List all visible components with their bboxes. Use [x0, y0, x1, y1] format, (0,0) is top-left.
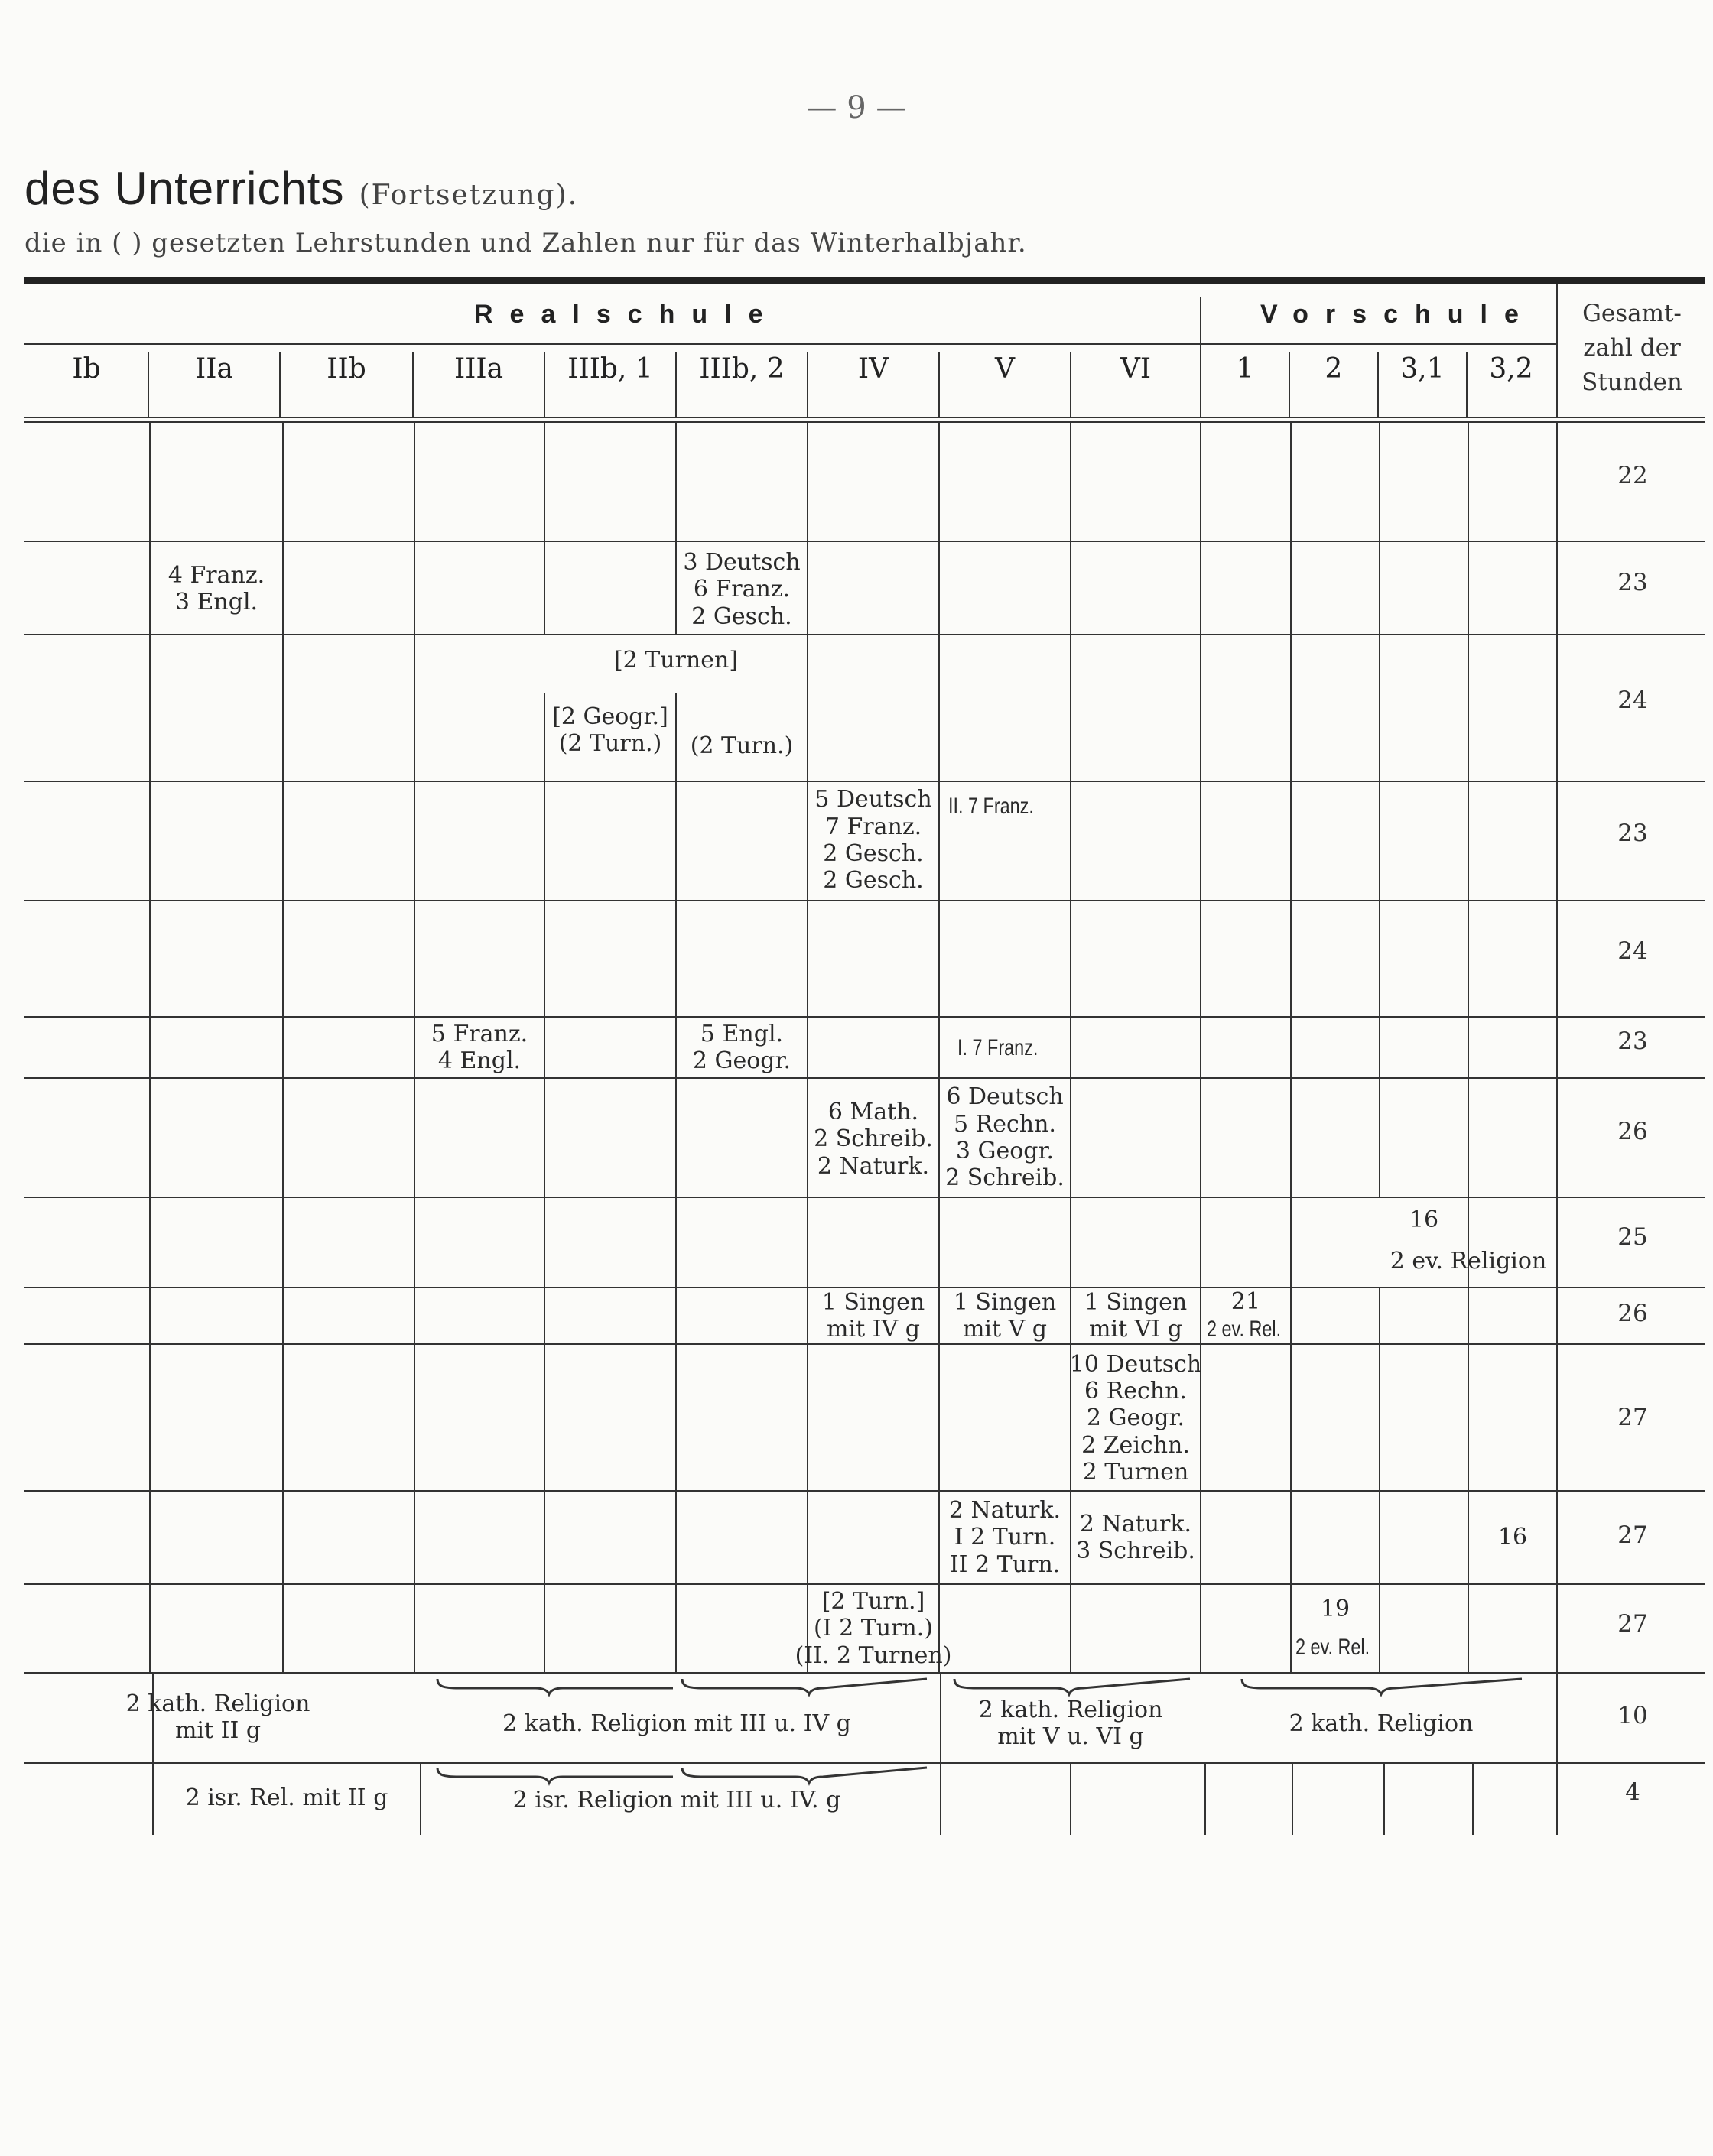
total-row-3: 24 — [1617, 687, 1648, 714]
col-header-3-2: 3,2 — [1489, 353, 1533, 385]
cell-r12-vs2-number: 19 — [1320, 1596, 1351, 1623]
col-header-3-1: 3,1 — [1400, 353, 1445, 385]
cell-line: 2 Naturk. — [817, 1152, 930, 1180]
brace-path — [954, 1679, 1190, 1694]
total-row-11: 27 — [1617, 1521, 1648, 1549]
col-header-iiia: IIIa — [453, 353, 504, 385]
cell-line: [2 Turn.] — [821, 1587, 925, 1615]
cell-r9-vs1-number: 21 — [1230, 1288, 1261, 1316]
cell-r13-span-iii-iv: 2 kath. Religion mit III u. IV g — [502, 1710, 851, 1738]
cell-line: 3 Schreib. — [1076, 1537, 1195, 1564]
total-row-12: 27 — [1617, 1610, 1648, 1638]
cell-line: 5 Rechn. — [954, 1110, 1056, 1138]
cell-line: 1 Singen — [1084, 1288, 1188, 1316]
cell-line: 2 Schreib. — [945, 1164, 1065, 1192]
col-header-iiib1: IIIb, 1 — [567, 353, 653, 385]
cell-line: mit V u. VI g — [997, 1723, 1144, 1750]
cell-line: 2 Geogr. — [692, 1047, 791, 1074]
cell-line: 3 Geogr. — [955, 1138, 1055, 1164]
cell-line: 6 Rechn. — [1084, 1377, 1187, 1404]
total-row-8: 25 — [1617, 1223, 1648, 1251]
cell-r3-turnen-span: [2 Turnen] — [613, 647, 739, 674]
total-row-13: 10 — [1617, 1702, 1648, 1729]
cell-line: 6 Deutsch — [946, 1083, 1064, 1111]
cell-line: 2 Naturk. — [948, 1496, 1061, 1524]
total-row-6: 23 — [1617, 1028, 1648, 1055]
cell-r4-v: II. 7 Franz. — [948, 794, 1034, 820]
total-row-9: 26 — [1617, 1300, 1648, 1327]
cell-r13-span-vorschule: 2 kath. Religion — [1289, 1710, 1474, 1738]
cell-line: 1 Singen — [821, 1288, 925, 1316]
cell-line: II 2 Turn. — [949, 1550, 1061, 1578]
cell-r11-3-2: 16 — [1497, 1524, 1528, 1551]
cell-line: mit V g — [962, 1316, 1048, 1343]
cell-r12-vs2-religion: 2 ev. Rel. — [1295, 1635, 1370, 1661]
total-row-4: 23 — [1617, 820, 1648, 847]
title-main: des Unterrichts — [24, 163, 345, 214]
col-header-v: V — [995, 353, 1015, 385]
col-header-2: 2 — [1325, 353, 1343, 385]
gesamt-line-3: Stunden — [1581, 368, 1682, 396]
cell-line: 2 Gesch. — [823, 867, 924, 895]
brace-path — [1242, 1679, 1522, 1694]
cell-line: 4 Franz. — [167, 561, 265, 589]
total-row-5: 24 — [1617, 937, 1648, 965]
cell-line: mit VI g — [1089, 1316, 1182, 1343]
cell-r9-vs1-religion: 2 ev. Rel. — [1207, 1317, 1282, 1343]
col-header-vi: VI — [1120, 353, 1152, 385]
cell-line: 2 Turnen — [1082, 1459, 1189, 1486]
cell-line: (I 2 Turn.) — [814, 1615, 933, 1642]
total-row-1: 22 — [1617, 462, 1648, 489]
cell-line: 2 Gesch. — [691, 602, 792, 630]
cell-line: 10 Deutsch — [1069, 1350, 1202, 1378]
cell-line: I 2 Turn. — [954, 1524, 1056, 1551]
cell-line: 2 kath. Religion — [125, 1690, 310, 1717]
cell-line: 2 Geogr. — [1086, 1404, 1185, 1432]
cell-line: (2 Turn.) — [690, 732, 794, 760]
cell-r8-ev-religion: 2 ev. Religion — [1390, 1248, 1547, 1275]
cell-line: (II. 2 Turnen) — [795, 1641, 952, 1669]
page-subtitle: die in ( ) gesetzten Lehrstunden und Zahlen nur für das Winterhalbjahr. — [24, 228, 1027, 258]
cell-line: mit II g — [174, 1717, 262, 1744]
gesamt-line-2: zahl der — [1583, 333, 1681, 362]
total-row-10: 27 — [1617, 1404, 1648, 1431]
brace-path — [437, 1768, 673, 1783]
cell-r14-span-iii-iv: 2 isr. Religion mit III u. IV. g — [512, 1787, 841, 1814]
col-header-iia: IIa — [195, 353, 233, 385]
col-header-1: 1 — [1236, 353, 1254, 385]
cell-line: 2 Naturk. — [1079, 1510, 1192, 1537]
total-row-14: 4 — [1625, 1778, 1640, 1806]
cell-r8-3-1: 16 — [1409, 1206, 1439, 1234]
title-continuation: (Fortsetzung). — [359, 180, 579, 211]
cell-line: 5 Franz. — [431, 1020, 528, 1047]
cell-line: 4 Engl. — [437, 1047, 522, 1074]
gesamt-line-1: Gesamt- — [1582, 300, 1682, 327]
cell-line: 3 Deutsch — [683, 548, 801, 576]
cell-line: 2 Zeichn. — [1081, 1431, 1190, 1459]
brace-path — [682, 1768, 927, 1783]
cell-r14-iia: 2 isr. Rel. mit II g — [185, 1784, 388, 1812]
total-row-7: 26 — [1617, 1118, 1648, 1145]
cell-line: 2 Gesch. — [823, 840, 924, 867]
header-vorschule: Vorschule — [1260, 300, 1536, 329]
cell-line: 5 Deutsch — [814, 786, 932, 813]
total-row-2: 23 — [1617, 569, 1648, 596]
cell-line: 5 Engl. — [700, 1020, 784, 1047]
brace-path — [682, 1679, 927, 1694]
cell-line: 2 Schreib. — [814, 1125, 933, 1153]
col-header-iiib2: IIIb, 2 — [699, 353, 785, 385]
cell-line: [2 Geogr.] — [552, 703, 668, 730]
col-header-iib: IIb — [327, 353, 366, 385]
cell-line: 6 Math. — [827, 1098, 919, 1125]
cell-line: 6 Franz. — [693, 576, 791, 603]
cell-line: 2 kath. Religion — [978, 1696, 1163, 1723]
cell-line: 1 Singen — [953, 1288, 1057, 1316]
cell-line: (2 Turn.) — [558, 730, 662, 757]
cell-line: 7 Franz. — [824, 813, 922, 840]
cell-r6-v: I. 7 Franz. — [957, 1035, 1039, 1061]
brace-path — [437, 1679, 673, 1694]
header-realschule: Realschule — [474, 300, 780, 329]
col-header-ib: Ib — [72, 353, 101, 385]
cell-line: 3 Engl. — [174, 589, 258, 615]
page-number: — 9 — — [806, 90, 907, 125]
cell-line: mit IV g — [827, 1316, 920, 1343]
col-header-iv: IV — [857, 353, 889, 385]
